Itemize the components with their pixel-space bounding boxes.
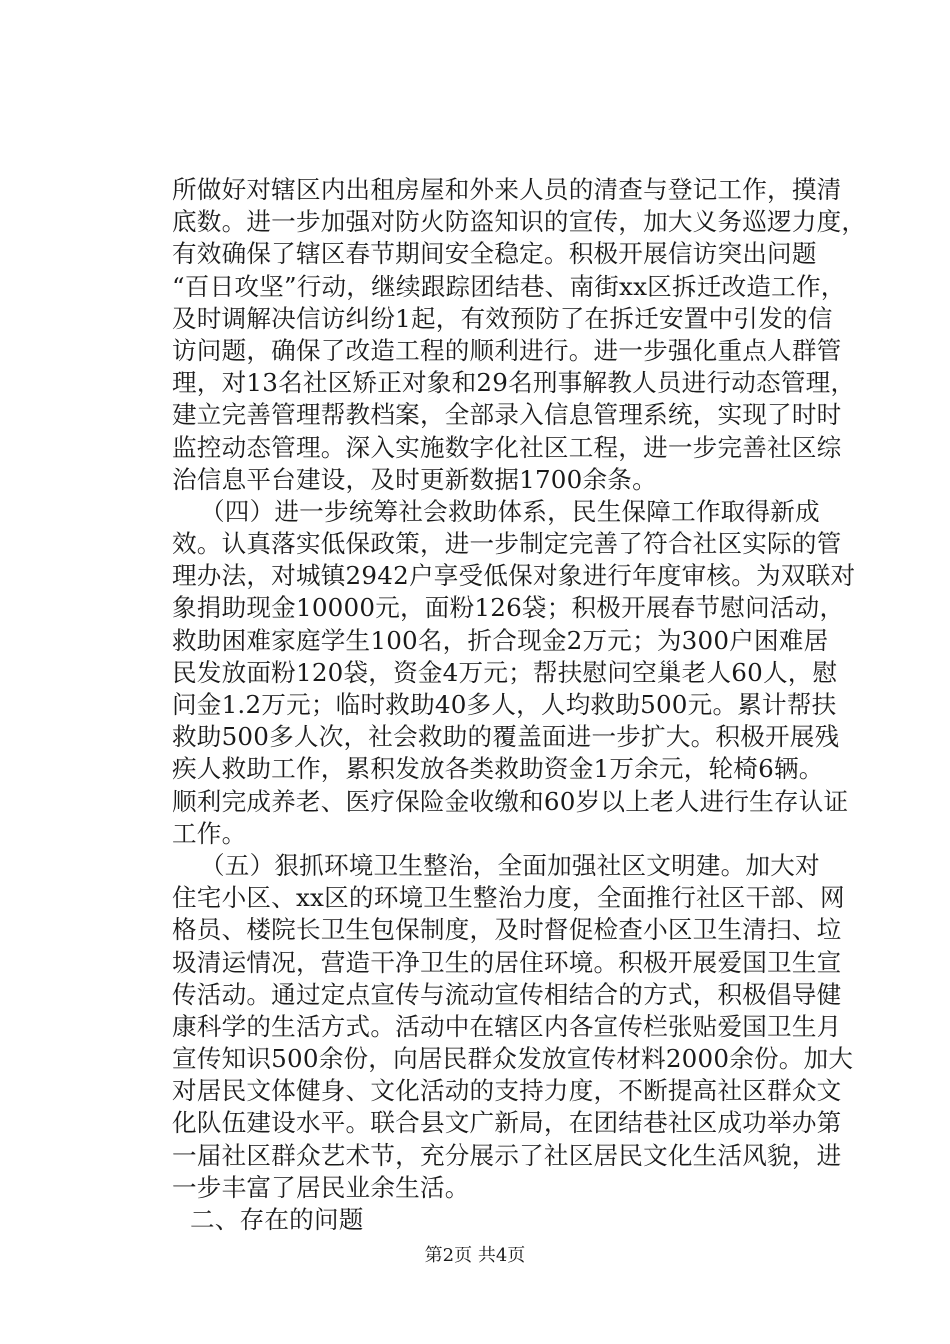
text-line: “百日攻坚”行动，继续跟踪团结巷、南街xx区拆迁改造工作，: [172, 271, 846, 301]
text-line: 对居民文体健身、文化活动的支持力度，不断提高社区群众文: [172, 1076, 842, 1106]
text-line: 疾人救助工作，累积发放各类救助资金1万余元，轮椅6辆。: [172, 754, 824, 784]
section-heading: 二、存在的问题: [190, 1205, 364, 1234]
text-line: 民发放面粉120袋，资金4万元；帮扶慰问空巢老人60人，慰: [172, 657, 838, 687]
text-line: 一步丰富了居民业余生活。: [172, 1172, 470, 1202]
text-line: 理办法，对城镇2942户享受低保对象进行年度审核。为双联对: [172, 561, 856, 591]
text-line: 效。认真落实低保政策，进一步制定完善了符合社区实际的管: [172, 529, 842, 559]
text-line: 治信息平台建设，及时更新数据1700余条。: [172, 464, 657, 494]
text-line: 康科学的生活方式。活动中在辖区内各宣传栏张贴爱国卫生月: [172, 1011, 842, 1041]
text-line: 工作。: [172, 818, 247, 848]
text-line: 化队伍建设水平。联合县文广新局，在团结巷社区成功举办第: [172, 1108, 842, 1138]
page-footer: 第2页 共4页: [424, 1245, 526, 1266]
text-line: 救助500多人次，社会救助的覆盖面进一步扩大。积极开展残: [172, 722, 840, 752]
text-line: 传活动。通过定点宣传与流动宣传相结合的方式，积极倡导健: [172, 979, 842, 1009]
text-line: 问金1.2万元；临时救助40多人，人均救助500元。累计帮扶: [172, 690, 837, 719]
text-line: 象捐助现金10000元，面粉126袋；积极开展春节慰问活动，: [172, 593, 845, 623]
text-line: 及时调解决信访纠纷1起，有效预防了在拆迁安置中引发的信: [172, 303, 833, 333]
paragraph-heading-4: （四）进一步统筹社会救助体系，民生保障工作取得新成: [200, 496, 820, 526]
text-line: 圾清运情况，营造干净卫生的居住环境。积极开展爱国卫生宣: [172, 947, 842, 977]
paragraph-heading-5: （五）狠抓环境卫生整治，全面加强社区文明建。加大对: [200, 850, 820, 880]
text-line: 住宅小区、xx区的环境卫生整治力度，全面推行社区干部、网: [172, 883, 845, 913]
text-line: 底数。进一步加强对防火防盗知识的宣传，加大义务巡逻力度，: [172, 207, 867, 237]
text-line: 监控动态管理。深入实施数字化社区工程，进一步完善社区综: [172, 432, 842, 462]
text-line: 理，对13名社区矫正对象和29名刑事解教人员进行动态管理，: [172, 368, 856, 398]
text-line: 宣传知识500余份，向居民群众发放宣传材料2000余份。加大: [172, 1044, 854, 1074]
text-line: 所做好对辖区内出租房屋和外来人员的清查与登记工作，摸清: [172, 175, 842, 204]
text-line: 格员、楼院长卫生包保制度，及时督促检查小区卫生清扫、垃: [172, 915, 842, 945]
text-line: 一届社区群众艺术节，充分展示了社区居民文化生活风貌，进: [172, 1140, 842, 1170]
text-line: 顺利完成养老、医疗保险金收缴和60岁以上老人进行生存认证: [172, 786, 849, 816]
text-line: 访问题，确保了改造工程的顺利进行。进一步强化重点人群管: [172, 335, 842, 365]
body-text: [172, 174, 867, 1236]
text-line: 建立完善管理帮教档案，全部录入信息管理系统，实现了时时: [172, 400, 842, 430]
text-line: 救助困难家庭学生100名，折合现金2万元；为300户困难居: [172, 625, 829, 655]
text-line: 有效确保了辖区春节期间安全稳定。积极开展信访突出问题: [172, 239, 817, 269]
